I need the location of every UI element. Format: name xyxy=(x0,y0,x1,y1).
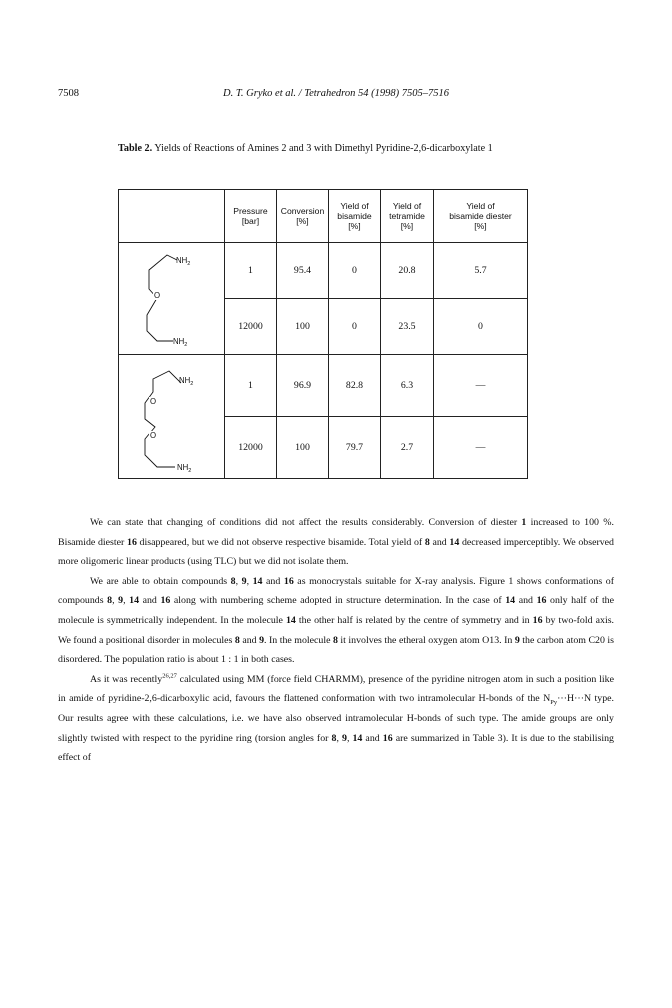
tetramide-yield-cell: 2.7 xyxy=(381,417,434,479)
tetramide-yield-cell: 20.8 xyxy=(381,243,434,299)
header-conversion xyxy=(277,190,329,243)
page-number: 7508 xyxy=(58,88,79,99)
conversion-cell: 96.9 xyxy=(277,355,329,417)
pressure-cell: 12000 xyxy=(225,417,277,479)
header-line: bisamide diester xyxy=(449,211,512,221)
table-caption xyxy=(118,143,493,154)
amine-label: $NH_2$ xyxy=(177,463,192,474)
body-text xyxy=(58,513,614,768)
pressure-cell: 1 xyxy=(225,243,277,299)
header-line: [%] xyxy=(296,216,309,226)
bisamide-yield-cell: 0 xyxy=(329,299,381,355)
header-structure-empty xyxy=(119,190,225,243)
diester-yield-cell: — xyxy=(434,417,528,479)
header-line: [%] xyxy=(474,221,487,231)
header-line: Pressure xyxy=(233,206,268,216)
header-line: Conversion xyxy=(280,206,325,216)
amine-3-structure xyxy=(119,355,225,479)
header-line: Yield of xyxy=(340,201,369,211)
header-line: tetramide xyxy=(389,211,425,221)
yields-table xyxy=(118,189,528,479)
ether-oxygen-label: O xyxy=(150,397,157,406)
table-row xyxy=(119,355,528,417)
tetramide-yield-cell: 6.3 xyxy=(381,355,434,417)
paragraph-hbonds: As it was recently$^{26,27}$ calculated using MM (force field CHARMM), presence of the pyridine nitrogen atom in such a position like in amide of pyridine-2,6-dicarboxylic acid, favours the flattened conformation with two intramolecular H-bonds of the $N_{Py}\cdot\cdot\cdot H\cdot\cdot\cdot N$ type. Our results agree with these calculations, i.e. we have also observed intramolecular H-bonds of such type. The amide groups are only slightly twisted with respect to the pyridine ring (torsion angles for 8, 9, 14 and 16 are summarized in Table 3). It is due to the stabilising effect of xyxy=(58,672,615,764)
table-row xyxy=(119,243,528,299)
amine-2-structure-diagram xyxy=(119,243,225,355)
header-line: [%] xyxy=(400,221,414,231)
header-line: Yield of xyxy=(466,201,495,211)
page-header xyxy=(0,88,672,104)
running-head: D. T. Gryko et al. / Tetrahedron 54 (1998) 7505–7516 xyxy=(223,88,449,99)
conversion-cell: 95.4 xyxy=(277,243,329,299)
header-line: [%] xyxy=(348,221,361,231)
ether-oxygen-label: O xyxy=(154,291,161,300)
amine-label: $NH_2$ xyxy=(176,256,191,267)
ether-oxygen-label: O xyxy=(150,431,157,440)
bisamide-yield-cell: 82.8 xyxy=(329,355,381,417)
header-bisamide-diester xyxy=(434,190,528,243)
pressure-cell: 12000 xyxy=(225,299,277,355)
paragraph-xray: We are able to obtain compounds 8, 9, 14 and 16 as monocrystals suitable for X-ray analysis. Figure 1 shows conformations of compounds 8, 9, 14 and 16 along with numbering scheme adopted in structure determination. In the case of 14 and 16 only half of the molecule is symmetrically independent. In the molecule 14 the other half is related by the centre of symmetry and in 16 by two-fold axis. We found a positional disorder in molecules 8 and 9. In the molecule 8 it involves the etheral oxygen atom O13. In 9 the carbon atom C20 is disordered. The population ratio is about 1 : 1 in both cases. xyxy=(58,575,615,666)
diester-yield-cell: — xyxy=(434,355,528,417)
header-pressure xyxy=(225,190,277,243)
pressure-cell: 1 xyxy=(225,355,277,417)
header-tetramide xyxy=(381,190,434,243)
table-caption-label: Table 2. xyxy=(118,143,153,154)
bisamide-yield-cell: 79.7 xyxy=(329,417,381,479)
bisamide-yield-cell: 0 xyxy=(329,243,381,299)
diester-yield-cell: 5.7 xyxy=(434,243,528,299)
header-line: [bar] xyxy=(241,216,260,226)
conversion-cell: 100 xyxy=(277,299,329,355)
table-caption-text: Yields of Reactions of Amines 2 and 3 with Dimethyl Pyridine-2,6-dicarboxylate 1 xyxy=(154,143,493,154)
table-header-row xyxy=(119,190,528,243)
tetramide-yield-cell: 23.5 xyxy=(381,299,434,355)
header-line: bisamide xyxy=(337,211,372,221)
conversion-cell: 100 xyxy=(277,417,329,479)
diester-yield-cell: 0 xyxy=(434,299,528,355)
header-bisamide xyxy=(329,190,381,243)
amine-label: $NH_2$ xyxy=(179,376,194,387)
paragraph-conditions: We can state that changing of conditions did not affect the results considerably. Conversion of diester 1 increased to 100 %. Bisamide diester 16 disappeared, but we did not observe respective bisamide. Total yield of 8 and 14 decreased imperceptibly. We observed more oligomeric linear products (using TLC) but we did not isolate them. xyxy=(58,517,614,568)
amine-3-structure-diagram xyxy=(119,355,225,479)
header-line: Yield of xyxy=(392,201,422,211)
amine-label: $NH_2$ xyxy=(173,337,188,348)
amine-2-structure xyxy=(119,243,225,355)
